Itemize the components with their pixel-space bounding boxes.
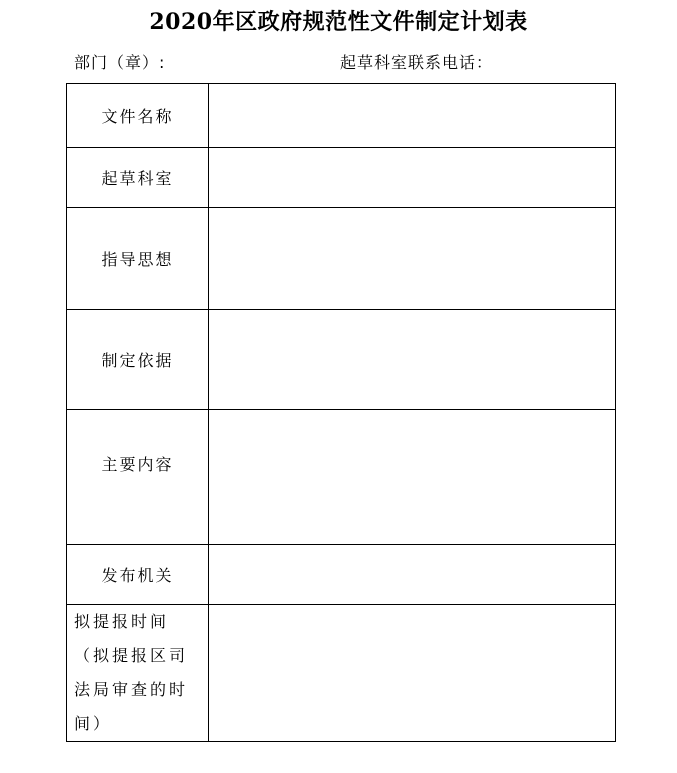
row-label-main-content: 主要内容	[67, 410, 209, 545]
row-label-issuing-authority: 发布机关	[67, 545, 209, 605]
row-value-submission-time[interactable]	[209, 605, 616, 742]
row-value-drafting-office[interactable]	[209, 148, 616, 208]
row-label-legal-basis: 制定依据	[67, 310, 209, 410]
plan-form-table	[66, 83, 616, 742]
row-value-main-content[interactable]	[209, 410, 616, 545]
row-value-guiding-principle[interactable]	[209, 208, 616, 310]
row-label-submission-time: 拟提报时间（拟提报区司法局审查的时间）	[67, 605, 209, 742]
contact-phone-label: 起草科室联系电话：	[340, 53, 494, 72]
row-label-file-name: 文件名称	[67, 84, 209, 148]
table-row-submission-time	[67, 605, 616, 742]
table-row-legal-basis	[67, 310, 616, 410]
table-row-drafting-office	[67, 148, 616, 208]
row-label-drafting-office: 起草科室	[67, 148, 209, 208]
table-row-main-content	[67, 410, 616, 545]
table-row-file-name	[67, 84, 616, 148]
table-row-guiding-principle	[67, 208, 616, 310]
row-value-legal-basis[interactable]	[209, 310, 616, 410]
row-value-issuing-authority[interactable]	[209, 545, 616, 605]
table-row-issuing-authority	[67, 545, 616, 605]
row-label-guiding-principle: 指导思想	[67, 208, 209, 310]
row-value-file-name[interactable]	[209, 84, 616, 148]
page-title: 2020年区政府规范性文件制定计划表	[149, 9, 528, 35]
department-label: 部门（章）:	[74, 53, 166, 72]
